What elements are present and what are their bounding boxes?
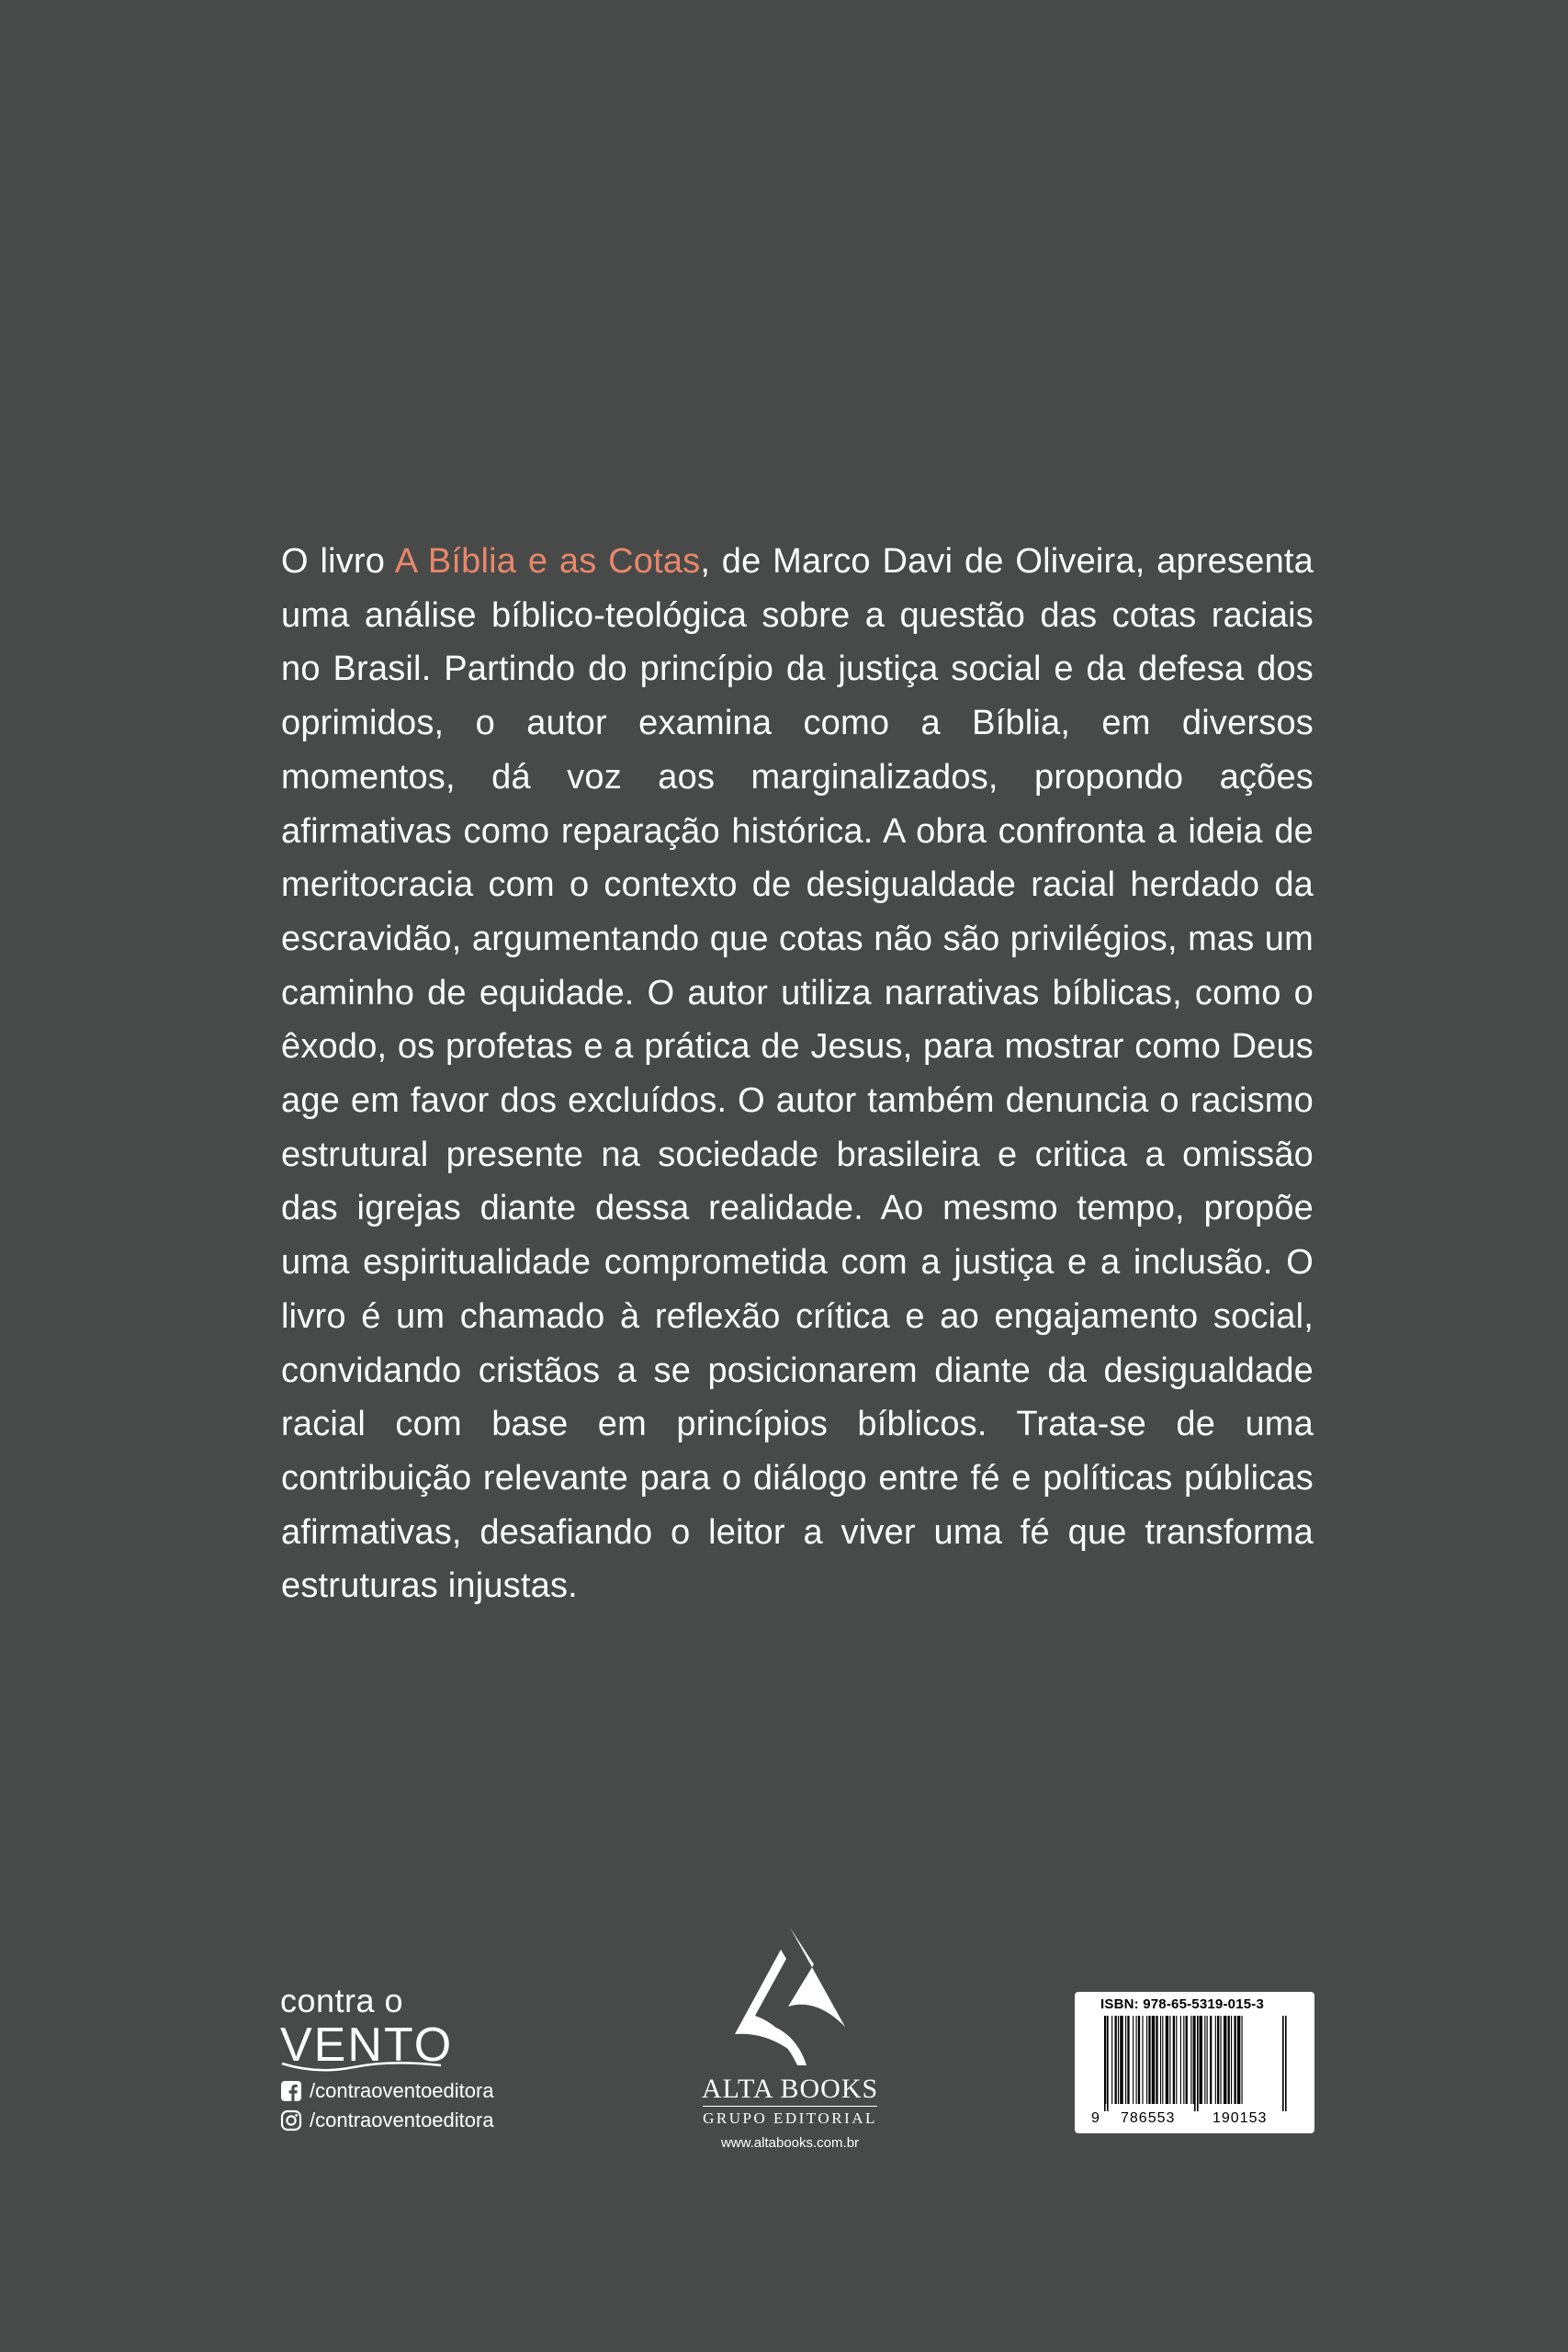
barcode-bar bbox=[1237, 2016, 1240, 2104]
instagram-handle: /contraoventoeditora bbox=[310, 2109, 494, 2132]
barcode-bar bbox=[1125, 2016, 1126, 2104]
alta-books-logo bbox=[680, 1928, 900, 2154]
blurb-text bbox=[281, 535, 1314, 1613]
logo-line1: contra o bbox=[280, 1982, 404, 2019]
barcode-bar bbox=[1127, 2016, 1129, 2104]
logo-line2: VENTO bbox=[280, 2018, 454, 2072]
barcode-guard-bar bbox=[1282, 2016, 1284, 2111]
barcode-bar bbox=[1228, 2016, 1230, 2104]
wind-wave-icon bbox=[280, 2019, 446, 2075]
barcode-bar bbox=[1200, 2016, 1202, 2104]
barcode-bar bbox=[1120, 2016, 1122, 2104]
barcode-bar bbox=[1169, 2016, 1170, 2104]
barcode-bar bbox=[1156, 2016, 1157, 2104]
barcode-bar bbox=[1136, 2016, 1137, 2104]
barcode-bar bbox=[1148, 2016, 1150, 2104]
barcode-guard-bar bbox=[1104, 2016, 1106, 2111]
book-title: A Bíblia e as Cotas bbox=[394, 542, 701, 581]
barcode-digits-group2: 190153 bbox=[1213, 2110, 1268, 2126]
barcode-bar bbox=[1231, 2016, 1232, 2104]
barcode-bar bbox=[1242, 2016, 1243, 2104]
barcode-bar bbox=[1173, 2016, 1175, 2104]
barcode-bar bbox=[1146, 2016, 1147, 2104]
barcode-guard-bar bbox=[1197, 2016, 1199, 2111]
barcode-bar bbox=[1176, 2016, 1177, 2104]
barcode-bar bbox=[1111, 2016, 1112, 2104]
barcode-bar bbox=[1186, 2016, 1188, 2104]
isbn-barcode bbox=[1075, 1992, 1314, 2133]
barcode-bar bbox=[1183, 2016, 1184, 2104]
barcode-digits-group1: 786553 bbox=[1121, 2110, 1176, 2126]
barcode-bar bbox=[1162, 2016, 1163, 2104]
barcode-bar bbox=[1152, 2016, 1155, 2104]
blurb-intro: O livro bbox=[281, 542, 395, 581]
alta-books-a-icon bbox=[735, 1928, 845, 2067]
facebook-link[interactable] bbox=[280, 2078, 556, 2104]
alta-books-subtitle: GRUPO EDITORIAL bbox=[703, 2106, 877, 2129]
facebook-icon bbox=[280, 2080, 302, 2102]
instagram-link[interactable] bbox=[280, 2108, 556, 2133]
barcode-bar bbox=[1215, 2016, 1216, 2104]
barcode-guard-bar bbox=[1107, 2016, 1109, 2111]
isbn-label: ISBN: 978-65-5319-015-3 bbox=[1100, 1996, 1265, 2012]
barcode-bar bbox=[1204, 2016, 1205, 2104]
alta-books-url: www.altabooks.com.br bbox=[720, 2135, 860, 2151]
barcode-bar bbox=[1142, 2016, 1143, 2104]
alta-books-name: ALTA BOOKS bbox=[701, 2074, 879, 2104]
instagram-icon bbox=[280, 2109, 302, 2132]
barcode-bar bbox=[1190, 2016, 1191, 2104]
barcode-guard-bar bbox=[1285, 2016, 1287, 2111]
facebook-handle: /contraoventoeditora bbox=[310, 2079, 494, 2102]
barcode-bar bbox=[1166, 2016, 1168, 2104]
barcode-bar bbox=[1133, 2016, 1134, 2104]
barcode-bar bbox=[1221, 2016, 1222, 2104]
barcode-digit-first: 9 bbox=[1091, 2110, 1100, 2126]
barcode-bar bbox=[1115, 2016, 1117, 2104]
blurb-body: , de Marco Davi de Oliveira, apresenta uma análise bíblico-teológica sobre a questão das cotas raciais no Brasil. Partindo do princípio da justiça social e da defesa dos oprimidos, o autor examina como a Bíblia, em diversos momentos, dá voz aos marginalizados, propondo ações afirmativas como reparação histórica. A obra confronta a ideia de meritocracia com o contexto de desigualdade racial herdado da escravidão, argumentando que cotas não são privilégios, mas um caminho de equidade. O autor utiliza narrativas bíblicas, como o êxodo, os profetas e a prática de Jesus, para mostrar como Deus age em favor dos excluídos. O autor também denuncia o racismo estrutural presente na sociedade brasileira e critica a omissão das igrejas diante dessa realidade. Ao mesmo tempo, propõe uma espiritualidade comprometida com a justiça e a inclusão. O livro é um chamado à reflexão crítica e ao engajamento social, convidando cristãos a se posicionarem diante da desigualdade racial com base em princípios bíblicos. Trata-se de uma contribuição relevante para o diálogo entre fé e políticas públicas afirmativas, desafiando o leitor a viver uma fé que transforma estruturas injustas. bbox=[281, 542, 1314, 1606]
barcode-bar bbox=[1160, 2016, 1161, 2104]
barcode-bar bbox=[1234, 2016, 1235, 2104]
barcode-bar bbox=[1207, 2016, 1208, 2104]
barcode-bar bbox=[1118, 2016, 1119, 2104]
barcode-bar bbox=[1224, 2016, 1226, 2104]
barcode-bar bbox=[1138, 2016, 1140, 2104]
barcode-bar bbox=[1217, 2016, 1219, 2104]
barcode-bar bbox=[1210, 2016, 1212, 2104]
contra-o-vento-logo bbox=[280, 1983, 464, 2071]
barcode-bars bbox=[1088, 2016, 1303, 2111]
barcode-guard-bar bbox=[1194, 2016, 1196, 2111]
barcode-bar bbox=[1180, 2016, 1181, 2104]
